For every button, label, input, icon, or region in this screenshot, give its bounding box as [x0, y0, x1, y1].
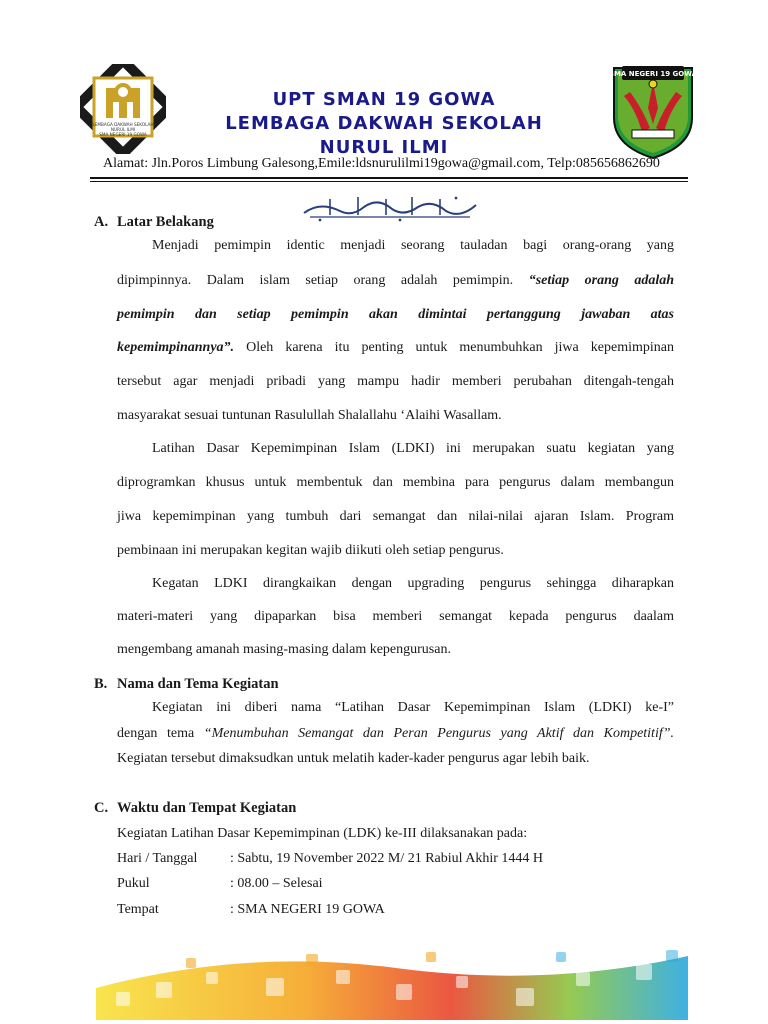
section-a-p1-line4 — [117, 340, 674, 356]
logo-text-3: SMA NEGERI 19 GOWA — [99, 132, 147, 137]
section-b-line2 — [117, 726, 674, 742]
header-title-line1: UPT SMAN 19 GOWA — [272, 89, 496, 110]
colorful-square-pattern-decoration — [96, 948, 688, 1020]
p1-line2-plain: dipimpinnya. Dalam islam setiap orang adalah pemimpin. — [117, 273, 514, 288]
b-line2-plain: dengan tema — [117, 726, 195, 741]
section-a-p3-line1: Kegatan LDKI dirangkaikan dengan upgrading pengurus sehingga diharapkan — [152, 576, 674, 591]
section-b-letter: B. — [94, 676, 108, 692]
p1-line2-quote: “setiap orang adalah — [528, 273, 675, 288]
section-a-p1-line3: pemimpin dan setiap pemimpin akan dimintai pertanggung jawaban atas — [117, 307, 674, 322]
header-title-line2: LEMBAGA DAKWAH SEKOLAH — [225, 113, 543, 134]
header-rule-thick — [90, 177, 688, 179]
schedule-value-date: : Sabtu, 19 November 2022 M/ 21 Rabiul Akhir 1444 H — [230, 851, 544, 866]
section-a-p1-line1: Menjadi pemimpin identic menjadi seorang tauladan bagi orang-orang yang — [152, 238, 674, 253]
logo-text-2: NURUL ILMI — [110, 127, 136, 132]
section-a-p1-line2 — [117, 273, 674, 289]
section-a-p2-line4: pembinaan ini merupakan kegitan wajib diikuti oleh setiap pengurus. — [117, 543, 504, 558]
schedule-label-place: Tempat — [117, 902, 159, 917]
p1-line4-quote: kepemimpinannya”. — [117, 340, 235, 355]
schedule-value-place: : SMA NEGERI 19 GOWA — [230, 902, 385, 917]
p1-line4-plain: Oleh karena itu penting untuk menumbuhkan jiwa kepemimpinan — [246, 340, 674, 355]
section-a-p1-line6: masyarakat sesuai tuntunan Rasulullah Shalallahu ‘Alaihi Wasallam. — [117, 408, 502, 423]
schedule-label-date: Hari / Tanggal — [117, 851, 198, 866]
section-c-letter: C. — [94, 800, 109, 816]
section-c-title: Waktu dan Tempat Kegiatan — [117, 800, 297, 816]
section-b-line1: Kegiatan ini diberi nama “Latihan Dasar Kepemimpinan Islam (LDKI) ke-I” — [152, 700, 674, 715]
b-line2-theme: “Menumbuhan Semangat dan Peran Pengurus yang Aktif dan Kompetitif”. — [203, 726, 675, 741]
header-rule-thin — [90, 181, 688, 182]
section-a-p3-line2: materi-materi yang dipaparkan bisa memberi semangat kepada pengurus daalam — [117, 609, 674, 624]
header-address: Alamat: Jln.Poros Limbung Galesong,Emile:ldsnurulilmi19gowa@gmail.com, Telp:085656862690 — [103, 156, 660, 171]
section-a-letter: A. — [94, 214, 109, 230]
emblem-banner: SMA NEGERI 19 GOWA — [608, 70, 698, 78]
header-title-line3: NURUL ILMI — [319, 137, 449, 158]
logo-text-1: LEMBAGA DAKWAH SEKOLAH — [92, 122, 154, 127]
section-a-heading — [94, 214, 214, 231]
section-b-title: Nama dan Tema Kegiatan — [117, 676, 279, 692]
section-b-line3: Kegiatan tersebut dimaksudkan untuk melatih kader-kader pengurus agar lebih baik. — [117, 751, 590, 766]
basmalah-calligraphy-icon — [300, 193, 480, 223]
section-a-p2-line2: diprogramkan khusus untuk membentuk dan membina para pengurus dalam membangun — [117, 475, 674, 490]
section-a-p3-line3: mengembang amanah masing-masing dalam kepengurusan. — [117, 642, 451, 657]
schedule-label-time: Pukul — [117, 876, 150, 891]
section-a-p2-line3: jiwa kepemimpinan yang tumbuh dari semangat dan nilai-nilai ajaran Islam. Program — [117, 509, 674, 524]
section-a-p2-line1: Latihan Dasar Kepemimpinan Islam (LDKI) ini merupakan suatu kegiatan yang — [152, 441, 674, 456]
section-a-title: Latar Belakang — [117, 214, 214, 230]
section-c-intro: Kegiatan Latihan Dasar Kepemimpinan (LDK) ke-III dilaksanakan pada: — [117, 826, 528, 841]
section-b-heading — [94, 676, 279, 693]
section-a-p1-line5: tersebut agar menjadi pribadi yang mampu hadir memberi perubahan ditengah-tengah — [117, 374, 674, 389]
schedule-value-time: : 08.00 – Selesai — [230, 876, 323, 891]
section-c-heading — [94, 800, 296, 817]
